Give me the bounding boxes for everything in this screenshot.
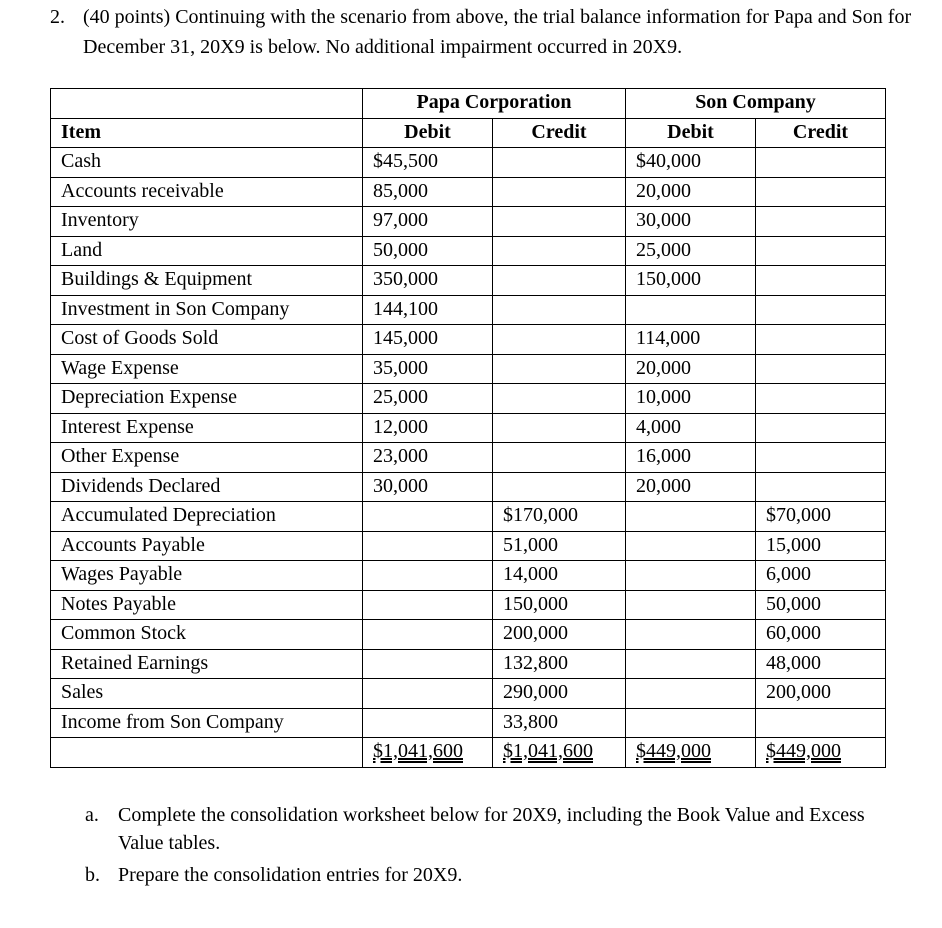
table-body — [51, 148, 886, 738]
cell-son-debit: 114,000 — [626, 325, 756, 355]
cell-son-credit: 6,000 — [756, 561, 886, 591]
cell-item: Accounts receivable — [51, 177, 363, 207]
cell-son-credit: $70,000 — [756, 502, 886, 532]
cell-papa-debit: 85,000 — [363, 177, 493, 207]
table-row — [51, 620, 886, 650]
cell-papa-credit — [493, 295, 626, 325]
cell-son-debit: 20,000 — [626, 354, 756, 384]
cell-son-credit — [756, 177, 886, 207]
cell-papa-credit — [493, 413, 626, 443]
total-papa-debit — [363, 738, 493, 768]
cell-papa-debit: 35,000 — [363, 354, 493, 384]
cell-papa-credit: 33,800 — [493, 708, 626, 738]
instructions-list — [85, 801, 885, 889]
cell-item: Buildings & Equipment — [51, 266, 363, 296]
cell-papa-credit: 132,800 — [493, 649, 626, 679]
cell-papa-debit — [363, 502, 493, 532]
cell-son-debit — [626, 590, 756, 620]
group-header-son: Son Company — [626, 89, 886, 119]
table-row — [51, 679, 886, 709]
cell-papa-debit: 12,000 — [363, 413, 493, 443]
cell-son-debit: 25,000 — [626, 236, 756, 266]
cell-son-credit — [756, 443, 886, 473]
cell-papa-debit: 25,000 — [363, 384, 493, 414]
cell-item: Interest Expense — [51, 413, 363, 443]
table-row — [51, 443, 886, 473]
cell-papa-credit — [493, 236, 626, 266]
instruction-a-label: a. — [85, 804, 99, 826]
total-son-debit-value: $449,000 — [636, 740, 711, 762]
cell-son-debit — [626, 708, 756, 738]
cell-item: Accounts Payable — [51, 531, 363, 561]
total-son-credit-value: $449,000 — [766, 740, 841, 762]
table-row — [51, 708, 886, 738]
question-number: 2. — [50, 6, 65, 28]
table-row — [51, 502, 886, 532]
instruction-a — [85, 801, 885, 857]
table-row — [51, 413, 886, 443]
cell-son-debit — [626, 531, 756, 561]
cell-item: Inventory — [51, 207, 363, 237]
cell-item: Other Expense — [51, 443, 363, 473]
column-header-item: Item — [51, 118, 363, 148]
cell-son-credit — [756, 354, 886, 384]
cell-papa-credit — [493, 472, 626, 502]
instruction-b — [85, 861, 885, 889]
cell-item: Cash — [51, 148, 363, 178]
cell-item: Wages Payable — [51, 561, 363, 591]
table-row — [51, 354, 886, 384]
cell-son-credit: 200,000 — [756, 679, 886, 709]
table-row — [51, 236, 886, 266]
cell-papa-debit — [363, 679, 493, 709]
table-row — [51, 266, 886, 296]
cell-son-debit: 20,000 — [626, 177, 756, 207]
cell-son-debit: 16,000 — [626, 443, 756, 473]
cell-papa-debit: 50,000 — [363, 236, 493, 266]
column-header-son-debit: Debit — [626, 118, 756, 148]
cell-son-debit — [626, 620, 756, 650]
group-header-papa: Papa Corporation — [363, 89, 626, 119]
cell-papa-credit — [493, 266, 626, 296]
cell-papa-debit — [363, 561, 493, 591]
cell-son-debit — [626, 561, 756, 591]
cell-item: Notes Payable — [51, 590, 363, 620]
totals-label-cell — [51, 738, 363, 768]
cell-papa-debit — [363, 531, 493, 561]
cell-papa-credit: $170,000 — [493, 502, 626, 532]
table-row — [51, 177, 886, 207]
cell-item: Accumulated Depreciation — [51, 502, 363, 532]
table-row — [51, 649, 886, 679]
cell-son-credit — [756, 472, 886, 502]
question-text: (40 points) Continuing with the scenario from above, the trial balance information for Papa and Son for December 31, 20X9 is below. No additional impairment occurred in 20X9. — [83, 6, 912, 58]
table-row — [51, 207, 886, 237]
cell-papa-credit: 290,000 — [493, 679, 626, 709]
cell-son-credit: 60,000 — [756, 620, 886, 650]
cell-son-debit — [626, 679, 756, 709]
cell-papa-debit — [363, 590, 493, 620]
cell-papa-credit: 150,000 — [493, 590, 626, 620]
cell-son-debit: 30,000 — [626, 207, 756, 237]
cell-son-credit: 15,000 — [756, 531, 886, 561]
column-header-papa-credit: Credit — [493, 118, 626, 148]
instruction-a-text: Complete the consolidation worksheet below for 20X9, including the Book Value and Excess Value tables. — [118, 804, 865, 854]
cell-papa-credit — [493, 148, 626, 178]
cell-son-debit: 4,000 — [626, 413, 756, 443]
cell-papa-credit — [493, 354, 626, 384]
group-header-row — [51, 89, 886, 119]
cell-son-credit — [756, 236, 886, 266]
instruction-b-label: b. — [85, 864, 100, 886]
column-header-row — [51, 118, 886, 148]
cell-son-debit — [626, 502, 756, 532]
column-header-son-credit: Credit — [756, 118, 886, 148]
column-header-papa-debit: Debit — [363, 118, 493, 148]
cell-papa-credit — [493, 207, 626, 237]
cell-item: Depreciation Expense — [51, 384, 363, 414]
cell-papa-debit: 350,000 — [363, 266, 493, 296]
cell-papa-credit — [493, 443, 626, 473]
total-papa-credit — [493, 738, 626, 768]
cell-son-credit — [756, 207, 886, 237]
cell-item: Common Stock — [51, 620, 363, 650]
cell-son-debit — [626, 295, 756, 325]
cell-papa-credit — [493, 177, 626, 207]
cell-son-credit: 48,000 — [756, 649, 886, 679]
cell-item: Income from Son Company — [51, 708, 363, 738]
cell-papa-debit — [363, 649, 493, 679]
total-son-credit — [756, 738, 886, 768]
cell-papa-debit: 30,000 — [363, 472, 493, 502]
cell-papa-debit — [363, 620, 493, 650]
cell-son-credit — [756, 413, 886, 443]
group-header-blank — [51, 89, 363, 119]
total-papa-debit-value: $1,041,600 — [373, 740, 463, 762]
cell-papa-debit: 97,000 — [363, 207, 493, 237]
cell-papa-debit: 145,000 — [363, 325, 493, 355]
total-son-debit — [626, 738, 756, 768]
table-row — [51, 472, 886, 502]
trial-balance-table — [50, 88, 886, 768]
cell-papa-credit: 14,000 — [493, 561, 626, 591]
cell-papa-debit — [363, 708, 493, 738]
totals-row — [51, 738, 886, 768]
table-row — [51, 148, 886, 178]
cell-son-debit: 10,000 — [626, 384, 756, 414]
cell-son-credit: 50,000 — [756, 590, 886, 620]
cell-papa-credit: 200,000 — [493, 620, 626, 650]
table-row — [51, 561, 886, 591]
cell-papa-debit: $45,500 — [363, 148, 493, 178]
cell-item: Retained Earnings — [51, 649, 363, 679]
cell-son-debit: 20,000 — [626, 472, 756, 502]
cell-son-credit — [756, 148, 886, 178]
cell-item: Cost of Goods Sold — [51, 325, 363, 355]
cell-son-debit: $40,000 — [626, 148, 756, 178]
cell-papa-debit: 23,000 — [363, 443, 493, 473]
instruction-b-text: Prepare the consolidation entries for 20X9. — [118, 864, 463, 886]
cell-son-debit — [626, 649, 756, 679]
cell-papa-debit: 144,100 — [363, 295, 493, 325]
cell-item: Wage Expense — [51, 354, 363, 384]
table-row — [51, 531, 886, 561]
cell-son-credit — [756, 295, 886, 325]
cell-item: Sales — [51, 679, 363, 709]
cell-son-credit — [756, 708, 886, 738]
cell-papa-credit — [493, 384, 626, 414]
table-row — [51, 325, 886, 355]
cell-item: Investment in Son Company — [51, 295, 363, 325]
table-row — [51, 590, 886, 620]
table-row — [51, 295, 886, 325]
cell-son-credit — [756, 325, 886, 355]
cell-son-credit — [756, 384, 886, 414]
cell-papa-credit: 51,000 — [493, 531, 626, 561]
cell-son-debit: 150,000 — [626, 266, 756, 296]
cell-papa-credit — [493, 325, 626, 355]
total-papa-credit-value: $1,041,600 — [503, 740, 593, 762]
table-row — [51, 384, 886, 414]
cell-item: Land — [51, 236, 363, 266]
cell-son-credit — [756, 266, 886, 296]
cell-item: Dividends Declared — [51, 472, 363, 502]
